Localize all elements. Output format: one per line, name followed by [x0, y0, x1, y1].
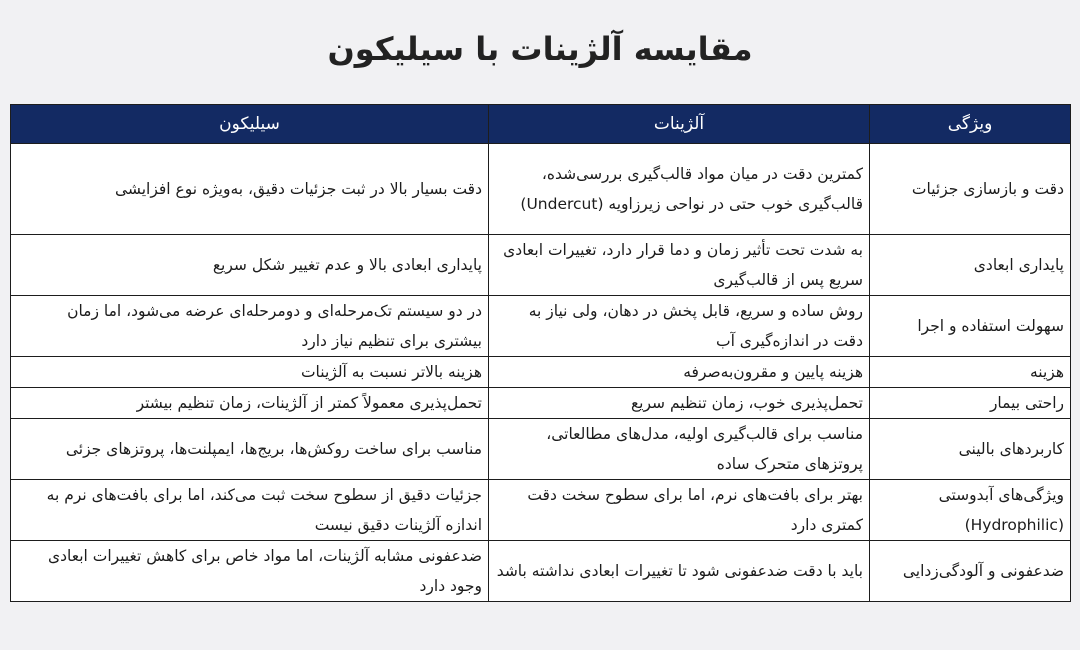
table-row	[11, 296, 1071, 357]
table-row	[11, 144, 1071, 235]
cell-alginate: بهتر برای بافت‌های نرم، اما برای سطوح سخت دقت کمتری دارد	[489, 480, 870, 541]
cell-feature: ویژگی‌های آبدوستی (Hydrophilic)	[870, 480, 1071, 541]
cell-alginate: روش ساده و سریع، قابل پخش در دهان، ولی نیاز به دقت در اندازه‌گیری آب	[489, 296, 870, 357]
header-alginate: آلژینات	[489, 105, 870, 144]
cell-silicone: جزئیات دقیق از سطوح سخت ثبت می‌کند، اما برای بافت‌های نرم به اندازه آلژینات دقیق نیست	[11, 480, 489, 541]
table-row	[11, 419, 1071, 480]
cell-alginate: هزینه پایین و مقرون‌به‌صرفه	[489, 357, 870, 388]
table-row	[11, 541, 1071, 602]
page-title: مقایسه آلژینات با سیلیکون	[327, 30, 753, 68]
cell-alginate: کمترین دقت در میان مواد قالب‌گیری بررسی‌شده، قالب‌گیری خوب حتی در نواحی زیرزاویه (Undercut)	[489, 144, 870, 235]
table-header-row	[11, 105, 1071, 144]
header-silicone: سیلیکون	[11, 105, 489, 144]
cell-feature: پایداری ابعادی	[870, 235, 1071, 296]
table-row	[11, 357, 1071, 388]
cell-silicone: مناسب برای ساخت روکش‌ها، بریج‌ها، ایمپلنت‌ها، پروتزهای جزئی	[11, 419, 489, 480]
table-row	[11, 235, 1071, 296]
cell-silicone: ضدعفونی مشابه آلژینات، اما مواد خاص برای کاهش تغییرات ابعادی وجود دارد	[11, 541, 489, 602]
cell-feature: سهولت استفاده و اجرا	[870, 296, 1071, 357]
cell-silicone: در دو سیستم تک‌مرحله‌ای و دومرحله‌ای عرضه می‌شود، اما زمان بیشتری برای تنظیم نیاز دارد	[11, 296, 489, 357]
cell-silicone: هزینه بالاتر نسبت به آلژینات	[11, 357, 489, 388]
cell-alginate: باید با دقت ضدعفونی شود تا تغییرات ابعادی نداشته باشد	[489, 541, 870, 602]
cell-feature: راحتی بیمار	[870, 388, 1071, 419]
cell-alginate: به شدت تحت تأثیر زمان و دما قرار دارد، تغییرات ابعادی سریع پس از قالب‌گیری	[489, 235, 870, 296]
table-row	[11, 480, 1071, 541]
cell-silicone: پایداری ابعادی بالا و عدم تغییر شکل سریع	[11, 235, 489, 296]
cell-silicone: تحمل‌پذیری معمولاً کمتر از آلژینات، زمان تنظیم بیشتر	[11, 388, 489, 419]
table-row	[11, 388, 1071, 419]
cell-feature: کاربردهای بالینی	[870, 419, 1071, 480]
cell-alginate: مناسب برای قالب‌گیری اولیه، مدل‌های مطالعاتی، پروتزهای متحرک ساده	[489, 419, 870, 480]
comparison-table	[10, 104, 1071, 602]
cell-silicone: دقت بسیار بالا در ثبت جزئیات دقیق، به‌ویژه نوع افزایشی	[11, 144, 489, 235]
cell-feature: هزینه	[870, 357, 1071, 388]
cell-alginate: تحمل‌پذیری خوب، زمان تنظیم سریع	[489, 388, 870, 419]
cell-feature: ضدعفونی و آلودگی‌زدایی	[870, 541, 1071, 602]
header-feature: ویژگی	[870, 105, 1071, 144]
cell-feature: دقت و بازسازی جزئیات	[870, 144, 1071, 235]
